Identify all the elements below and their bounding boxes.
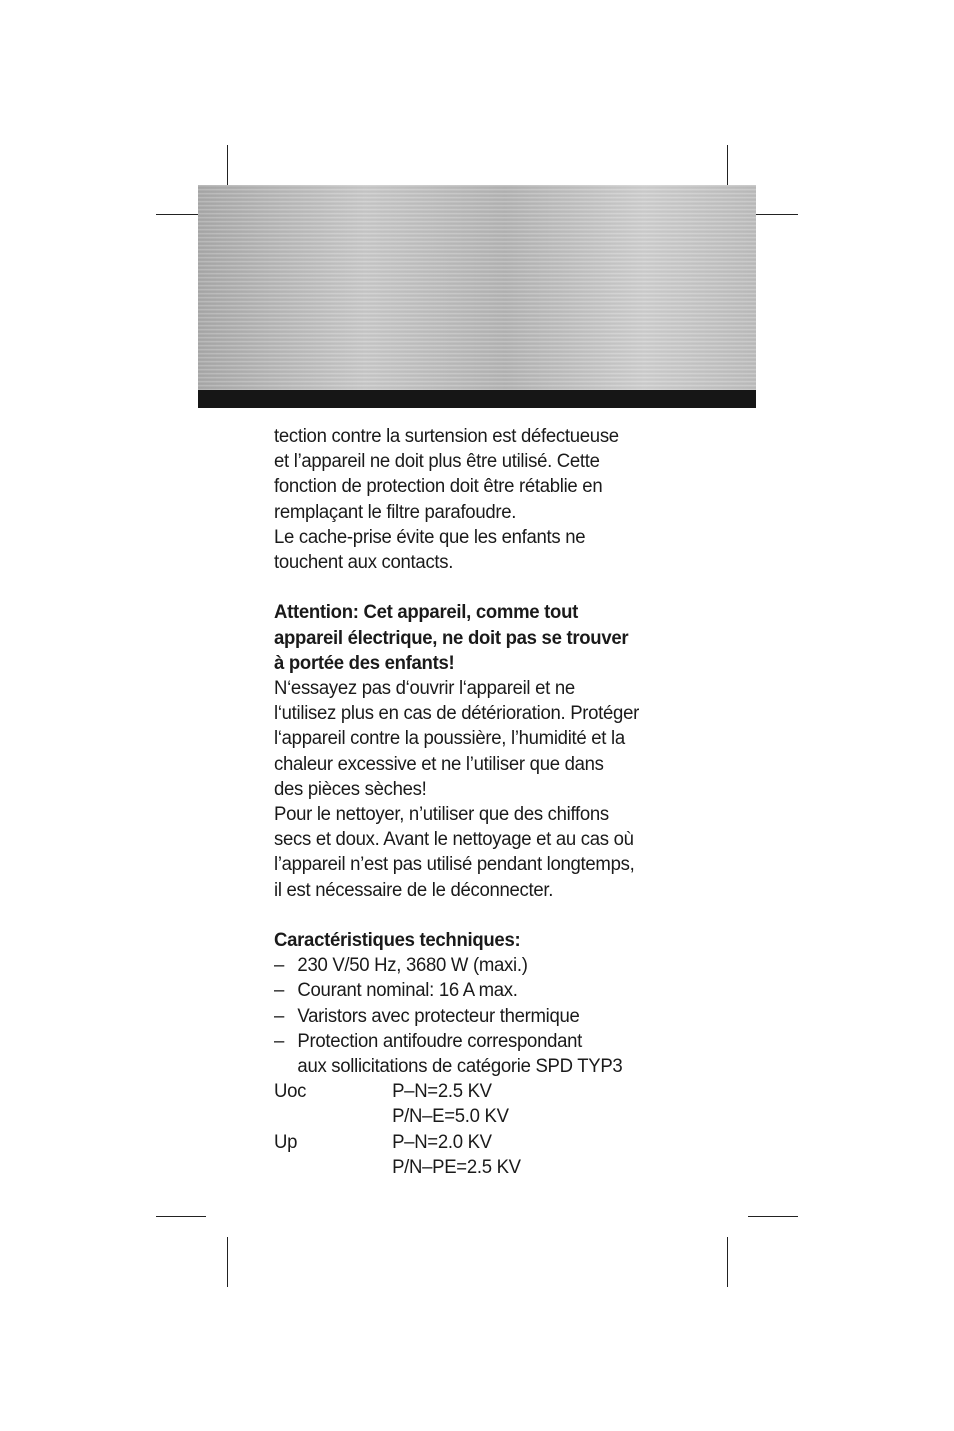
spec-value: P/N–PE=2.5 KV xyxy=(392,1156,521,1178)
text-line: il est nécessaire de le déconnecter. xyxy=(274,879,554,901)
list-item xyxy=(274,1004,684,1029)
attention-heading-line: Attention: Cet appareil, comme tout xyxy=(274,602,578,624)
attention-heading-line: appareil électrique, ne doit pas se trouver xyxy=(274,627,629,649)
spec-label: Up xyxy=(274,1131,298,1153)
list-item-text: Varistors avec protecteur thermique xyxy=(297,1005,580,1027)
text-line: remplaçant le filtre parafoudre. xyxy=(274,501,517,523)
dash-bullet: – xyxy=(274,980,285,1002)
specs-title: Caractéristiques techniques: xyxy=(274,930,521,952)
text-line: chaleur excessive et ne l’utiliser que dans xyxy=(274,753,604,775)
text-line: l‘appareil contre la poussière, l’humidité et la xyxy=(274,728,625,750)
attention-heading-line: à portée des enfants! xyxy=(274,652,455,674)
spec-label: Uoc xyxy=(274,1081,307,1103)
text-line: l‘utilisez plus en cas de détérioration. Protéger xyxy=(274,703,639,725)
dash-bullet: – xyxy=(274,1030,285,1052)
table-row xyxy=(274,1155,684,1180)
text-line: touchent aux contacts. xyxy=(274,552,454,574)
list-item xyxy=(274,978,684,1003)
table-row xyxy=(274,1130,684,1155)
list-item-text: 230 V/50 Hz, 3680 W (maxi.) xyxy=(297,955,528,977)
list-item-text: Courant nominal: 16 A max. xyxy=(297,980,518,1002)
specs-section xyxy=(274,928,694,1180)
spec-value: P–N=2.0 KV xyxy=(392,1131,492,1153)
brushed-metal-header xyxy=(198,185,756,390)
specs-table xyxy=(274,1079,694,1180)
spec-label xyxy=(274,1104,392,1129)
crop-mark-bottom-right-horizontal xyxy=(748,1216,798,1217)
specs-list xyxy=(274,953,694,1079)
dash-bullet: – xyxy=(274,955,285,977)
list-item-text: Protection antifoudre correspondant xyxy=(297,1030,583,1052)
list-item-continuation: aux sollicitations de catégorie SPD TYP3 xyxy=(297,1056,623,1078)
attention-section xyxy=(274,600,694,902)
list-item xyxy=(274,1029,684,1079)
dash-bullet: – xyxy=(274,1005,285,1027)
crop-mark-bottom-left-horizontal xyxy=(156,1216,206,1217)
table-row xyxy=(274,1079,684,1104)
table-row xyxy=(274,1104,684,1129)
text-line: des pièces sèches! xyxy=(274,778,427,800)
crop-mark-bottom-left-vertical xyxy=(227,1237,228,1287)
list-item xyxy=(274,953,684,978)
text-line: et l’appareil ne doit plus être utilisé. Cette xyxy=(274,451,600,473)
spec-value: P–N=2.5 KV xyxy=(392,1081,492,1103)
text-line: Pour le nettoyer, n’utiliser que des chiffons xyxy=(274,804,609,826)
text-line: fonction de protection doit être rétablie en xyxy=(274,476,603,498)
text-line: Le cache-prise évite que les enfants ne xyxy=(274,526,586,548)
header-black-bar xyxy=(198,390,756,408)
text-line: l’appareil n’est pas utilisé pendant longtemps, xyxy=(274,854,635,876)
spec-value: P/N–E=5.0 KV xyxy=(392,1106,509,1128)
text-line: N‘essayez pas d‘ouvrir l‘appareil et ne xyxy=(274,678,575,700)
intro-paragraph xyxy=(274,424,694,575)
text-line: secs et doux. Avant le nettoyage et au cas où xyxy=(274,829,634,851)
crop-mark-bottom-right-vertical xyxy=(727,1237,728,1287)
page-content xyxy=(274,424,694,1180)
spec-label xyxy=(274,1155,392,1180)
text-line: tection contre la surtension est défectueuse xyxy=(274,426,619,447)
